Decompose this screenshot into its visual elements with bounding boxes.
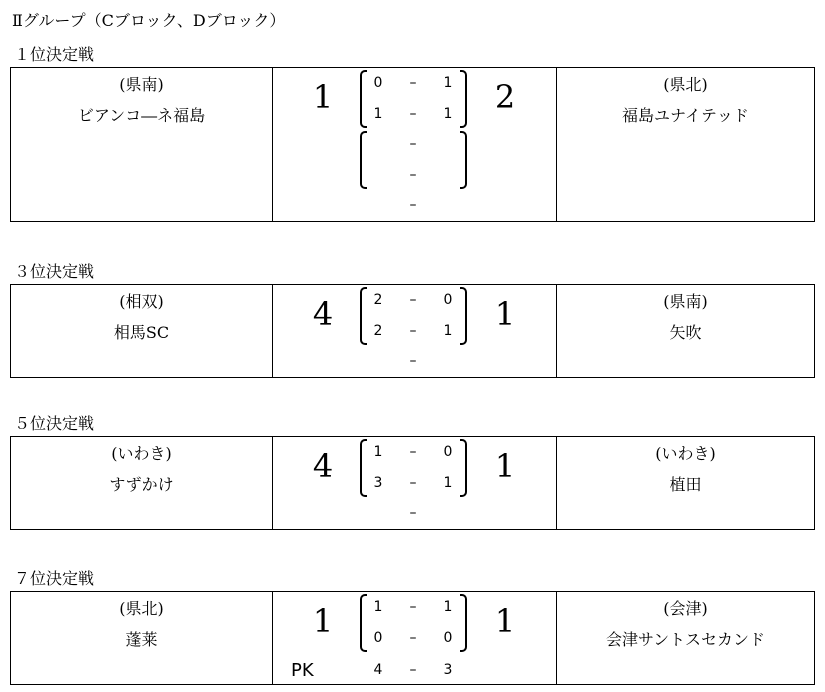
dash: –: [409, 167, 417, 183]
second-half-row: [368, 475, 458, 495]
home-team: すずかけ: [109, 475, 174, 494]
bracket-left: [360, 594, 367, 652]
bracket-right: [460, 70, 467, 128]
home-region: (県南): [119, 75, 164, 94]
dash: –: [409, 323, 417, 339]
dash: –: [409, 630, 417, 646]
away-half-score: 0: [443, 444, 453, 460]
away-cell: [556, 285, 814, 377]
first-half-row: [368, 75, 458, 95]
match-label: １位決定戦: [14, 45, 95, 64]
bracket-left: [360, 439, 367, 497]
score-cell: [273, 285, 556, 377]
home-score: 4: [312, 447, 334, 485]
second-half-row: [368, 106, 458, 126]
away-score: 1: [494, 602, 516, 640]
second-half-row: [368, 630, 458, 650]
away-score: 2: [494, 78, 516, 116]
away-half-score: 1: [443, 75, 453, 91]
away-cell: [556, 592, 814, 684]
away-region: (いわき): [655, 444, 716, 463]
match-label: ３位決定戦: [14, 262, 95, 281]
home-cell: [11, 592, 273, 684]
home-half-score: 1: [373, 106, 383, 122]
bracket-right: [460, 439, 467, 497]
bracket-right: [460, 131, 467, 189]
extra-time-row: [368, 136, 458, 156]
home-cell: [11, 437, 273, 529]
match-label: ７位決定戦: [14, 569, 95, 588]
home-region: (いわき): [111, 444, 172, 463]
away-half-score: 1: [443, 323, 453, 339]
away-team: 矢吹: [669, 323, 702, 342]
away-region: (県南): [663, 292, 708, 311]
home-pk-score: 4: [373, 662, 383, 678]
away-half-score: 1: [443, 599, 453, 615]
first-half-row: [368, 292, 458, 312]
away-half-score: 0: [443, 630, 453, 646]
pk-row: [368, 662, 458, 682]
away-region: (会津): [663, 599, 708, 618]
score-cell: [273, 592, 556, 684]
away-cell: [556, 68, 814, 221]
away-team: 福島ユナイテッド: [622, 106, 749, 125]
pk-label: PK: [291, 660, 314, 681]
dash: –: [409, 197, 417, 213]
away-score: 1: [494, 447, 516, 485]
home-half-score: 2: [373, 323, 383, 339]
dash: –: [409, 136, 417, 152]
away-team: 会津サントスセカンド: [605, 630, 766, 649]
dash: –: [409, 75, 417, 91]
match-box: [10, 67, 815, 222]
home-cell: [11, 285, 273, 377]
home-score: 1: [312, 602, 334, 640]
dash: –: [409, 444, 417, 460]
home-score: 4: [312, 295, 334, 333]
first-half-row: [368, 599, 458, 619]
home-cell: [11, 68, 273, 221]
away-cell: [556, 437, 814, 529]
away-half-score: 0: [443, 292, 453, 308]
match-box: [10, 436, 815, 530]
dash: –: [409, 505, 417, 521]
dash: –: [409, 662, 417, 678]
home-team: ビアンコ―ネ福島: [77, 106, 206, 125]
dash: –: [409, 475, 417, 491]
pk-row: [368, 505, 458, 525]
home-half-score: 3: [373, 475, 383, 491]
bracket-left: [360, 70, 367, 128]
home-score: 1: [312, 78, 334, 116]
home-region: (相双): [119, 292, 164, 311]
score-cell: [273, 68, 556, 221]
home-half-score: 1: [373, 599, 383, 615]
dash: –: [409, 353, 417, 369]
second-half-row: [368, 323, 458, 343]
match-box: [10, 591, 815, 685]
bracket-left: [360, 131, 367, 189]
home-team: 蓬莱: [125, 630, 158, 649]
extra-time-row: [368, 167, 458, 187]
page-title: Ⅱグループ（Cブロック、Dブロック）: [12, 11, 286, 30]
home-team: 相馬SC: [113, 323, 170, 342]
away-team: 植田: [669, 475, 702, 494]
first-half-row: [368, 444, 458, 464]
dash: –: [409, 599, 417, 615]
dash: –: [409, 292, 417, 308]
home-region: (県北): [119, 599, 164, 618]
bracket-left: [360, 287, 367, 345]
bracket-right: [460, 594, 467, 652]
score-cell: [273, 437, 556, 529]
away-score: 1: [494, 295, 516, 333]
match-label: ５位決定戦: [14, 414, 95, 433]
away-region: (県北): [663, 75, 708, 94]
pk-row: [368, 353, 458, 373]
away-pk-score: 3: [443, 662, 453, 678]
bracket-right: [460, 287, 467, 345]
dash: –: [409, 106, 417, 122]
home-half-score: 1: [373, 444, 383, 460]
away-half-score: 1: [443, 475, 453, 491]
home-half-score: 0: [373, 630, 383, 646]
match-box: [10, 284, 815, 378]
home-half-score: 0: [373, 75, 383, 91]
pk-row: [368, 197, 458, 217]
home-half-score: 2: [373, 292, 383, 308]
away-half-score: 1: [443, 106, 453, 122]
